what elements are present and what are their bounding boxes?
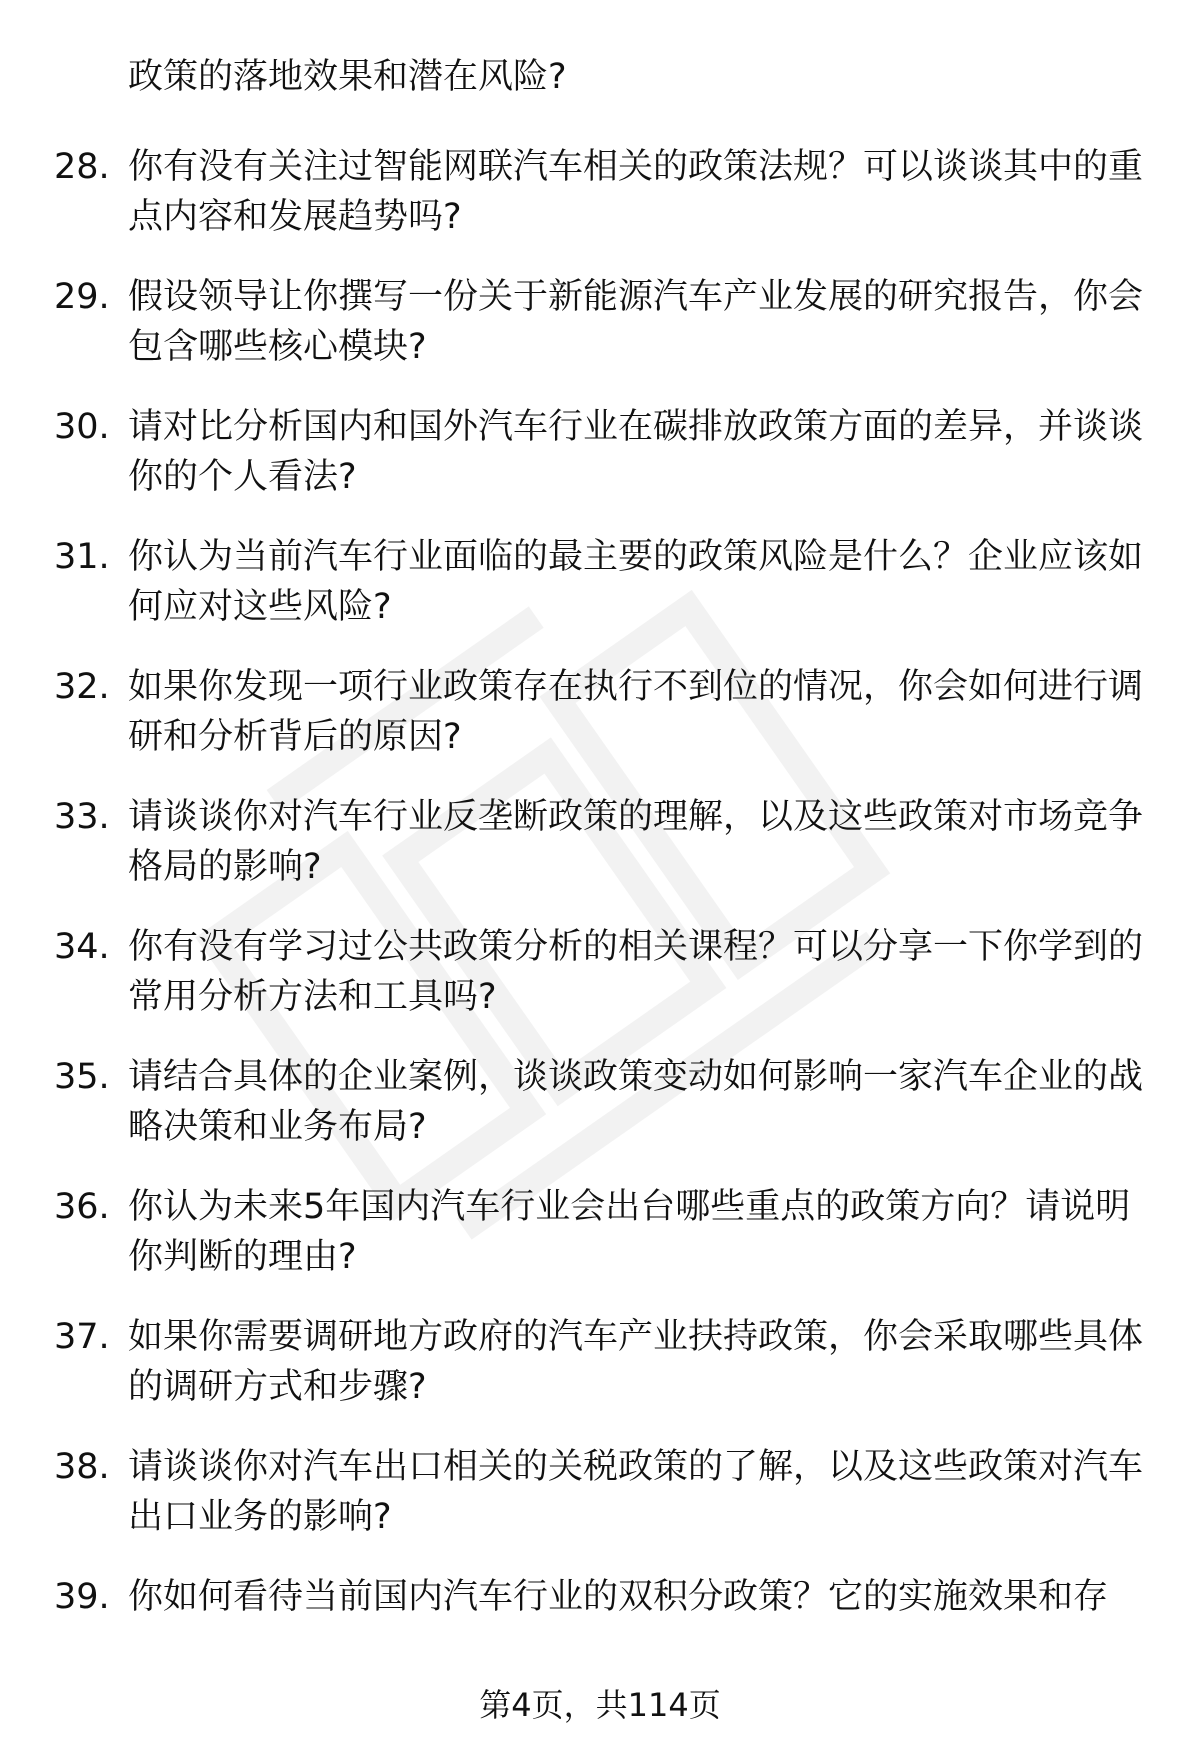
list-item: [0, 1572, 1200, 1702]
list-item: [0, 922, 1200, 1052]
question-text: 政策的落地效果和潜在风险?: [128, 57, 567, 97]
question-text: 请谈谈你对汽车行业反垄断政策的理解，以及这些政策对市场竞争格局的影响?: [128, 797, 1144, 887]
question-text: 你认为未来5年国内汽车行业会出台哪些重点的政策方向？请说明你判断的理由?: [128, 1187, 1131, 1277]
question-number: 34.: [54, 927, 110, 967]
question-text: 你有没有关注过智能网联汽车相关的政策法规？可以谈谈其中的重点内容和发展趋势吗?: [128, 147, 1144, 237]
question-text: 你有没有学习过公共政策分析的相关课程？可以分享一下你学到的常用分析方法和工具吗?: [128, 927, 1144, 1017]
list-item: [0, 52, 1200, 142]
question-number: 36.: [54, 1187, 110, 1227]
question-text: 你如何看待当前国内汽车行业的双积分政策？它的实施效果和存: [128, 1577, 1109, 1617]
list-item: [0, 142, 1200, 272]
question-number: 30.: [54, 407, 110, 447]
question-number: 28.: [54, 147, 110, 187]
question-number: 38.: [54, 1447, 110, 1487]
list-item: [0, 402, 1200, 532]
list-item: [0, 1052, 1200, 1182]
question-text: 请对比分析国内和国外汽车行业在碳排放政策方面的差异，并谈谈你的个人看法?: [128, 407, 1144, 497]
question-number: 31.: [54, 537, 110, 577]
question-list: [0, 52, 1200, 1702]
list-item: [0, 532, 1200, 662]
list-item: [0, 1442, 1200, 1572]
question-text: 请谈谈你对汽车出口相关的关税政策的了解，以及这些政策对汽车出口业务的影响?: [128, 1447, 1144, 1537]
question-text: 你认为当前汽车行业面临的最主要的政策风险是什么？企业应该如何应对这些风险?: [128, 537, 1144, 627]
page-footer: 第4页，共114页: [479, 1686, 721, 1724]
question-number: 39.: [54, 1577, 110, 1617]
list-item: [0, 662, 1200, 792]
list-item: [0, 1182, 1200, 1312]
question-number: 35.: [54, 1057, 110, 1097]
list-item: [0, 272, 1200, 402]
question-number: 33.: [54, 797, 110, 837]
question-text: 请结合具体的企业案例，谈谈政策变动如何影响一家汽车企业的战略决策和业务布局?: [128, 1057, 1144, 1147]
question-number: 37.: [54, 1317, 110, 1357]
question-number: 32.: [54, 667, 110, 707]
list-item: [0, 792, 1200, 922]
question-text: 如果你需要调研地方政府的汽车产业扶持政策，你会采取哪些具体的调研方式和步骤?: [128, 1317, 1144, 1407]
question-text: 假设领导让你撰写一份关于新能源汽车产业发展的研究报告，你会包含哪些核心模块?: [128, 277, 1144, 367]
question-text: 如果你发现一项行业政策存在执行不到位的情况，你会如何进行调研和分析背后的原因?: [128, 667, 1144, 757]
question-number: 29.: [54, 277, 110, 317]
list-item: [0, 1312, 1200, 1442]
